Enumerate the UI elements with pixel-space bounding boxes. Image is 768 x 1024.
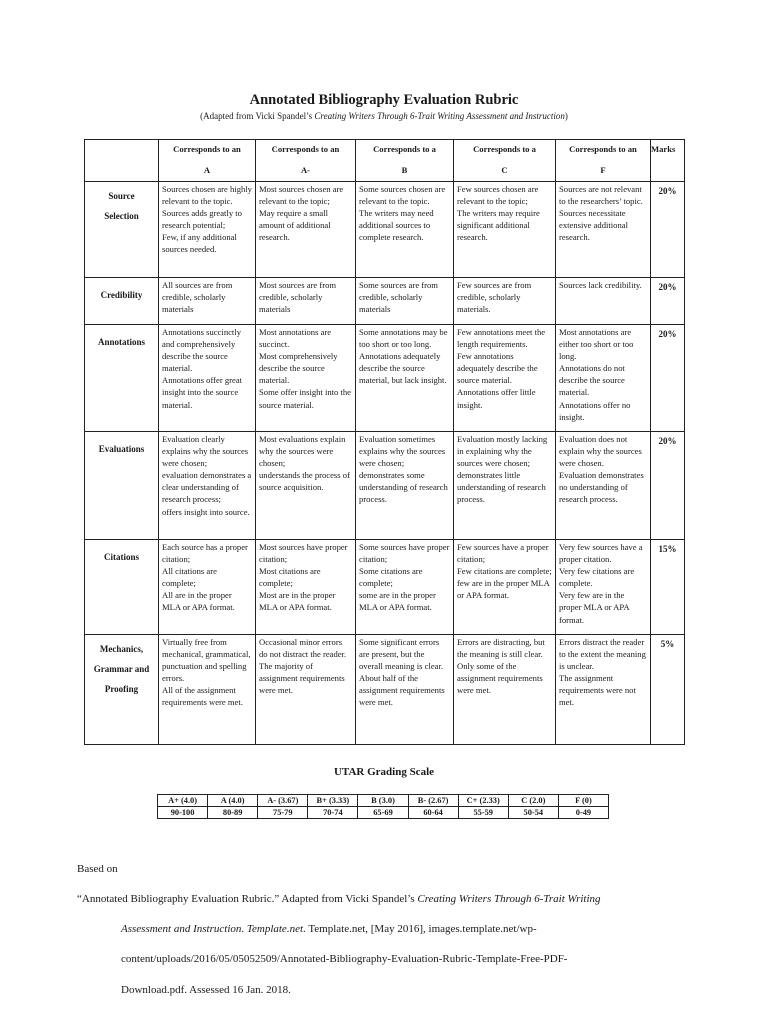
- rubric-header-f: [556, 140, 651, 182]
- range-cell: 50-54: [508, 807, 558, 819]
- criterion-line: Mechanics,: [99, 644, 144, 654]
- criterion-line: Annotations: [97, 337, 145, 347]
- marks-value: 15%: [651, 540, 685, 635]
- reference-text: “Annotated Bibliography Evaluation Rubric.” Adapted from Vicki Spandel’s: [77, 893, 418, 905]
- cell-line: Each source has a proper citation;: [162, 542, 248, 565]
- cell-line: Occasional minor errors do not distract the reader.: [259, 637, 347, 660]
- cell-line: Virtually free from mechanical, grammatical, punctuation and spelling errors.: [162, 637, 251, 684]
- grading-scale-title: UTAR Grading Scale: [333, 766, 435, 778]
- cell-line: Most are in the proper MLA or APA format.: [259, 590, 336, 613]
- criterion-credibility: [85, 278, 159, 325]
- grade-cell: B+ (3.33): [308, 795, 358, 807]
- cell-line: All of the assignment requirements were met.: [162, 685, 243, 708]
- cell-line: Some sources have proper citation;: [359, 542, 450, 565]
- grade-cell: B- (2.67): [408, 795, 458, 807]
- cell-line: Some sources chosen are relevant to the topic.: [359, 184, 446, 207]
- rubric-table: [84, 139, 685, 745]
- header-label: Corresponds to a: [473, 144, 536, 154]
- reference-book-title-cont: Assessment and Instruction: [121, 923, 242, 935]
- cell-line: All citations are complete;: [162, 566, 217, 589]
- cell-line: Few sources chosen are relevant to the topic;: [457, 184, 539, 207]
- cell-line: Sources necessitate extensive additional research.: [559, 208, 628, 243]
- cell-line: The writers may need additional sources to complete research.: [359, 208, 434, 243]
- cell-line: Most annotations are succinct.: [259, 327, 332, 350]
- rubric-header-c: [454, 140, 556, 182]
- grade-cell: C+ (2.33): [458, 795, 508, 807]
- subtitle-suffix: ): [564, 111, 568, 121]
- cell-line: Few annotations meet the length requirements.: [457, 327, 546, 350]
- criterion-source-selection: [85, 182, 159, 278]
- reference-text: . Template.net, [May 2016], images.template.net/wp-: [303, 923, 537, 935]
- reference-book-title: Creating Writers Through 6-Trait Writing: [417, 893, 601, 905]
- reference-line-3: content/uploads/2016/05/05052509/Annotated-Bibliography-Evaluation-Rubric-Template-Free-PDF-: [121, 953, 568, 965]
- rubric-cell: [556, 432, 651, 540]
- rubric-cell: [454, 182, 556, 278]
- rubric-row-evaluations: [85, 432, 685, 540]
- reference-line-2: [121, 923, 537, 935]
- reference-line-4: Download.pdf. Assessed 16 Jan. 2018.: [121, 984, 291, 996]
- header-grade: C: [501, 165, 508, 176]
- criterion-line: Credibility: [100, 290, 143, 300]
- rubric-cell: [256, 278, 356, 325]
- rubric-cell: [454, 432, 556, 540]
- marks-value: 20%: [651, 278, 685, 325]
- criterion-line: Proofing: [104, 684, 139, 694]
- marks-value: 20%: [651, 325, 685, 432]
- grade-cell: F (0): [558, 795, 608, 807]
- header-grade: A-: [300, 165, 311, 176]
- rubric-header-a-minus: [256, 140, 356, 182]
- subtitle-prefix: (Adapted from Vicki Spandel’s: [200, 111, 315, 121]
- cell-line: few are in the proper MLA or APA format.: [457, 578, 550, 601]
- cell-line: Only some of the assignment requirements were met.: [457, 661, 543, 696]
- criterion-annotations: [85, 325, 159, 432]
- header-grade: A: [203, 165, 211, 176]
- header-label: Corresponds to an: [271, 144, 340, 154]
- header-grade: F: [600, 165, 606, 176]
- marks-value: 5%: [651, 635, 685, 745]
- cell-line: Most citations are complete;: [259, 566, 321, 589]
- cell-line: Some offer insight into the source material.: [259, 387, 351, 410]
- range-cell: 60-64: [408, 807, 458, 819]
- rubric-cell: [159, 278, 256, 325]
- cell-line: Evaluation demonstrates no understanding of research process.: [559, 470, 644, 505]
- cell-line: Annotations offer little insight.: [457, 387, 536, 410]
- range-cell: 90-100: [158, 807, 208, 819]
- cell-line: Sources are not relevant to the researchers’ topic.: [559, 184, 643, 207]
- criterion-citations: [85, 540, 159, 635]
- cell-line: Very few sources have a proper citation.: [559, 542, 643, 565]
- rubric-cell: [454, 278, 556, 325]
- reference-separator: .: [241, 923, 247, 935]
- cell-line: All are in the proper MLA or APA format.: [162, 590, 235, 613]
- cell-line: Evaluation does not explain why the sources were chosen.: [559, 434, 642, 469]
- range-cell: 75-79: [258, 807, 308, 819]
- range-cell: 65-69: [358, 807, 408, 819]
- criterion-line: Grammar and: [93, 664, 150, 674]
- rubric-cell: [356, 325, 454, 432]
- rubric-cell: [159, 635, 256, 745]
- cell-line: Most sources have proper citation;: [259, 542, 348, 565]
- cell-line: Annotations offer no insight.: [559, 399, 631, 422]
- cell-line: Very few are in the proper MLA or APA format.: [559, 590, 630, 625]
- marks-value: 20%: [651, 182, 685, 278]
- criterion-line: Selection: [104, 211, 139, 221]
- rubric-cell: [159, 432, 256, 540]
- cell-line: About half of the assignment requirements were met.: [359, 673, 445, 708]
- grade-cell: C (2.0): [508, 795, 558, 807]
- document-subtitle: [0, 111, 768, 121]
- rubric-cell: [159, 540, 256, 635]
- cell-line: Most evaluations explain why the sources were chosen;: [259, 434, 346, 469]
- rubric-cell: [556, 182, 651, 278]
- cell-line: Some citations are complete;: [359, 566, 423, 589]
- cell-line: Evaluation mostly lacking in explaining why the sources were chosen;: [457, 434, 548, 469]
- cell-line: All sources are from credible, scholarly materials: [162, 280, 233, 315]
- marks-value: 20%: [651, 432, 685, 540]
- rubric-row-source-selection: [85, 182, 685, 278]
- rubric-cell: [556, 325, 651, 432]
- rubric-cell: [356, 278, 454, 325]
- rubric-cell: [356, 540, 454, 635]
- cell-line: Sources lack credibility.: [559, 280, 642, 290]
- cell-line: Most sources chosen are relevant to the topic;: [259, 184, 344, 207]
- criterion-line: Source: [108, 191, 135, 201]
- rubric-cell: [454, 540, 556, 635]
- cell-line: Most sources are from credible, scholarly materials: [259, 280, 337, 315]
- rubric-header-corner: [85, 140, 159, 182]
- rubric-header-marks: Marks: [651, 140, 685, 182]
- reference-intro: Based on: [77, 863, 118, 875]
- cell-line: Few sources have a proper citation;: [457, 542, 549, 565]
- rubric-header-b: [356, 140, 454, 182]
- cell-line: Evaluation sometimes explains why the sources were chosen;: [359, 434, 446, 469]
- rubric-cell: [556, 540, 651, 635]
- range-cell: 70-74: [308, 807, 358, 819]
- cell-line: Few sources are from credible, scholarly materials.: [457, 280, 532, 315]
- cell-line: Sources chosen are highly relevant to the topic.: [162, 184, 252, 207]
- grade-cell: A+ (4.0): [158, 795, 208, 807]
- criterion-line: Citations: [103, 552, 139, 562]
- cell-line: Very few citations are complete.: [559, 566, 635, 589]
- header-label: Corresponds to an: [569, 144, 637, 154]
- rubric-row-mechanics: [85, 635, 685, 745]
- rubric-cell: [356, 182, 454, 278]
- grade-cell: A (4.0): [208, 795, 258, 807]
- cell-line: demonstrates some understanding of research process.: [359, 470, 448, 505]
- rubric-cell: [454, 325, 556, 432]
- header-label: Corresponds to a: [373, 144, 436, 154]
- cell-line: understands the process of source acquisition.: [259, 470, 350, 493]
- rubric-cell: [256, 540, 356, 635]
- rubric-cell: [256, 635, 356, 745]
- document-title: Annotated Bibliography Evaluation Rubric: [249, 92, 519, 108]
- reference-site-name: Template.net: [246, 923, 304, 935]
- cell-line: Sources adds greatly to research potential;: [162, 208, 242, 231]
- header-grade: B: [401, 165, 408, 176]
- cell-line: Some significant errors are present, but the overall meaning is clear.: [359, 637, 443, 672]
- cell-line: Few citations are complete;: [457, 566, 552, 577]
- rubric-cell: [356, 432, 454, 540]
- cell-line: Some sources are from credible, scholarly materials: [359, 280, 438, 315]
- rubric-row-annotations: [85, 325, 685, 432]
- criterion-evaluations: [85, 432, 159, 540]
- rubric-cell: [454, 635, 556, 745]
- cell-line: evaluation demonstrates a clear understanding of research process;: [162, 470, 252, 505]
- rubric-cell: [159, 182, 256, 278]
- cell-line: Annotations succinctly and comprehensively describe the source material.: [162, 327, 242, 374]
- rubric-cell: [556, 635, 651, 745]
- header-label: Corresponds to an: [173, 144, 241, 154]
- cell-line: Annotations do not describe the source material.: [559, 363, 625, 398]
- cell-line: Most annotations are either too short or too long.: [559, 327, 634, 362]
- rubric-cell: [356, 635, 454, 745]
- rubric-cell: [256, 182, 356, 278]
- rubric-cell: [556, 278, 651, 325]
- rubric-header-a: [159, 140, 256, 182]
- grading-scale-table: [157, 794, 609, 819]
- cell-line: demonstrates little understanding of research process.: [457, 470, 546, 505]
- cell-line: Annotations offer great insight into the source material.: [162, 375, 243, 410]
- cell-line: Errors are distracting, but the meaning is still clear.: [457, 637, 545, 660]
- cell-line: The writers may require significant additional research.: [457, 208, 540, 243]
- cell-line: May require a small amount of additional research.: [259, 208, 331, 243]
- range-cell: 0-49: [558, 807, 608, 819]
- rubric-cell: [256, 432, 356, 540]
- grading-scale-grades-row: [158, 795, 609, 807]
- reference-line-1: [77, 893, 601, 905]
- rubric-row-credibility: [85, 278, 685, 325]
- cell-line: The assignment requirements were not met.: [559, 673, 636, 708]
- cell-line: some are in the proper MLA or APA format.: [359, 590, 436, 613]
- cell-line: Few annotations adequately describe the source material.: [457, 351, 538, 386]
- cell-line: Evaluation clearly explains why the sources were chosen;: [162, 434, 249, 469]
- grading-scale-ranges-row: [158, 807, 609, 819]
- grade-cell: B (3.0): [358, 795, 408, 807]
- rubric-cell: [159, 325, 256, 432]
- criterion-mechanics: [85, 635, 159, 745]
- subtitle-book-title: Creating Writers Through 6-Trait Writing Assessment and Instruction: [314, 111, 565, 121]
- cell-line: Few, if any additional sources needed.: [162, 232, 237, 255]
- rubric-cell: [256, 325, 356, 432]
- cell-line: Errors distract the reader to the extent the meaning is unclear.: [559, 637, 646, 672]
- range-cell: 55-59: [458, 807, 508, 819]
- cell-line: offers insight into source.: [162, 506, 250, 517]
- rubric-row-citations: [85, 540, 685, 635]
- range-cell: 80-89: [208, 807, 258, 819]
- criterion-line: Evaluations: [98, 444, 145, 454]
- cell-line: Most comprehensively describe the source material.: [259, 351, 338, 386]
- cell-line: The majority of assignment requirements were met.: [259, 661, 345, 696]
- cell-line: Annotations adequately describe the source material, but lack insight.: [359, 351, 447, 386]
- cell-line: Some annotations may be too short or too long.: [359, 327, 448, 350]
- rubric-header-row: [85, 140, 685, 182]
- grade-cell: A- (3.67): [258, 795, 308, 807]
